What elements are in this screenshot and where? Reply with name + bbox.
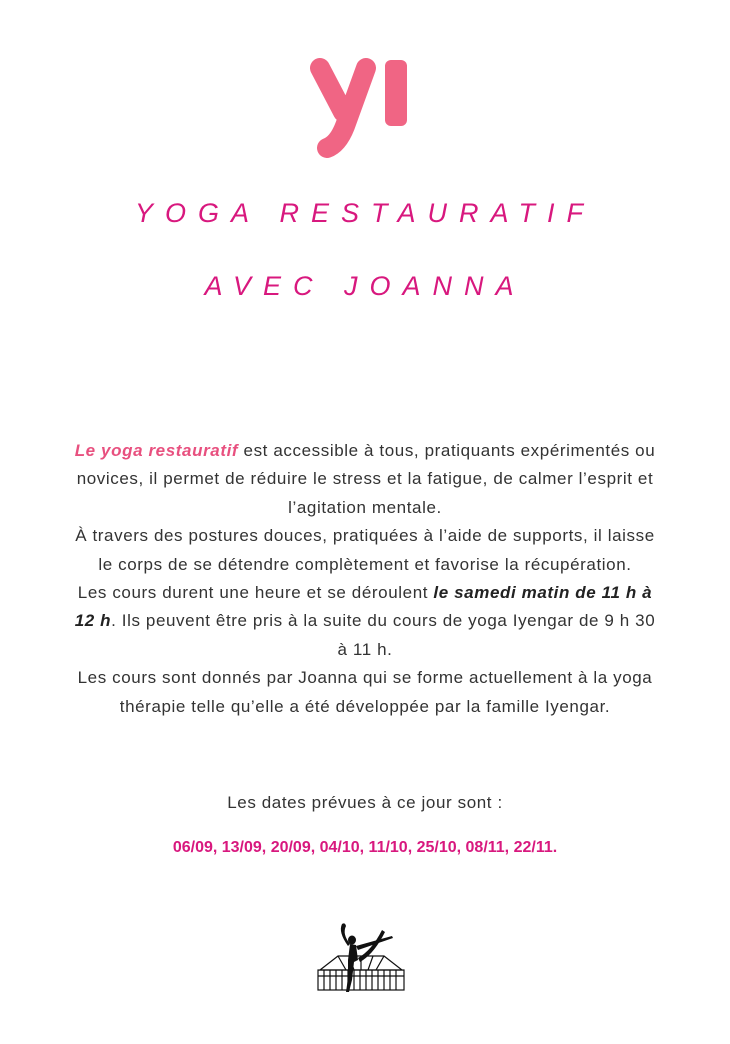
description: [70, 437, 660, 721]
page-title: YOGA RESTAURATIF: [134, 198, 596, 228]
dates-list: 06/09, 13/09, 20/09, 04/10, 11/10, 25/10, 08/11, 22/11.: [172, 839, 558, 856]
paragraph-intro: [70, 437, 660, 522]
paragraph-schedule: [70, 579, 660, 664]
yi-logo-icon: [305, 56, 421, 160]
highlight-term: Le yoga restauratif: [74, 441, 239, 460]
page-subtitle: AVEC JOANNA: [204, 271, 526, 301]
paragraph-teacher: Les cours sont donnés par Joanna qui se forme actuellement à la yoga thérapie telle qu’elle a été développée par la famille Iyengar.: [77, 668, 653, 716]
yoga-pavilion-icon: [312, 920, 410, 998]
paragraph-postures: À travers des postures douces, pratiquées à l’aide de supports, il laisse le corps de se détendre complètement et favorise la récupération.: [75, 526, 655, 574]
paragraph-text: est accessible à tous, pratiquants expérimentés ou novices, il permet de réduire le stress et la fatigue, de calmer l’esprit et l’agitation mentale.: [76, 441, 656, 517]
paragraph-text: Les cours durent une heure et se déroulent: [77, 583, 434, 603]
schedule-highlight: le samedi matin de 11 h à 12 h: [74, 583, 653, 631]
dates-intro: Les dates prévues à ce jour sont :: [227, 793, 503, 812]
paragraph-text: . Ils peuvent être pris à la suite du cours de yoga Iyengar de 9 h 30 à 11 h.: [111, 611, 656, 659]
